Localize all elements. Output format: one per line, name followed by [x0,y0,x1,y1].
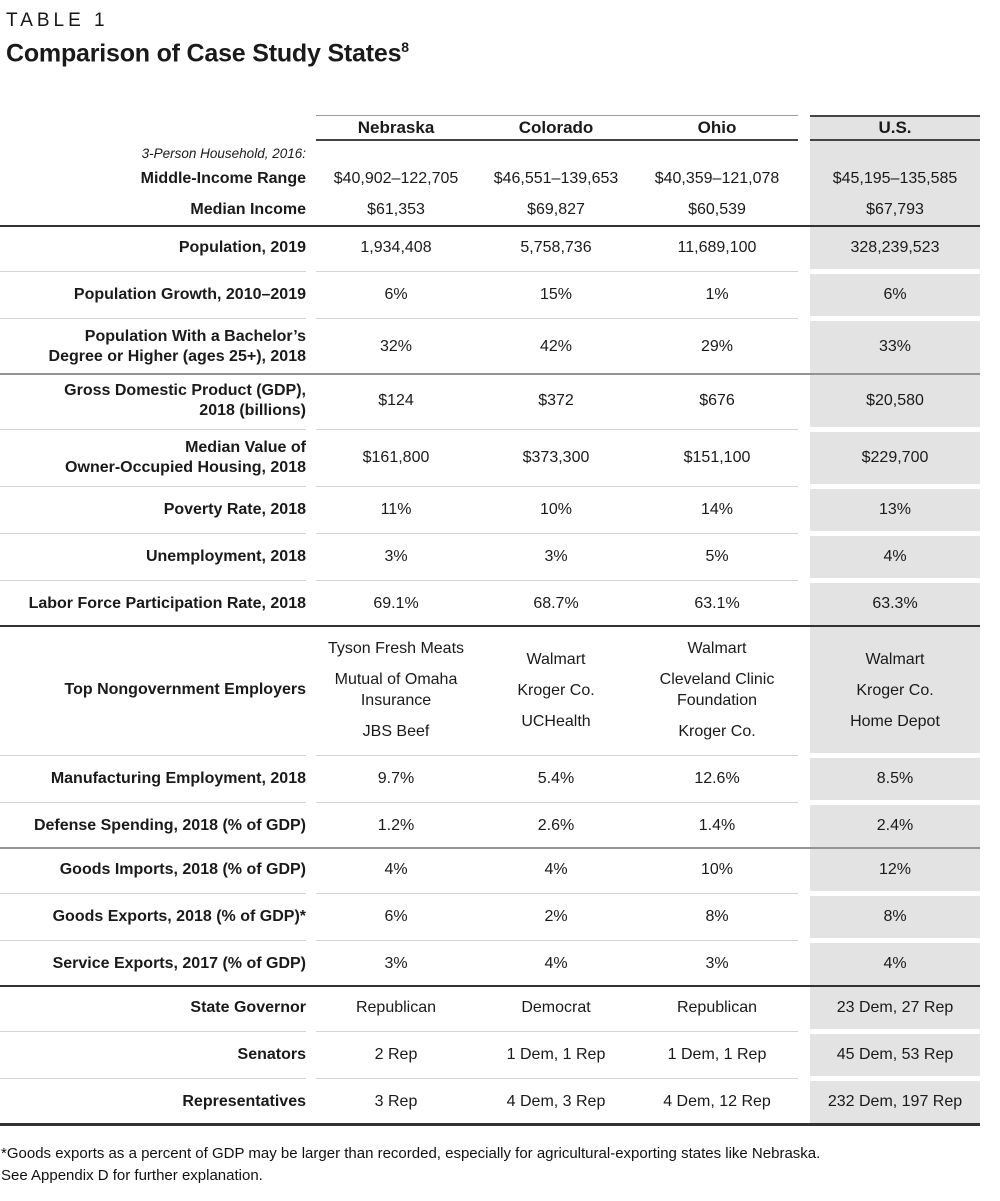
income-note: 3-Person Household, 2016: [141,146,306,162]
table-row [0,896,980,938]
value: 8% [705,908,729,926]
value: 4 Dem, 12 Rep [663,1093,771,1111]
value: 3% [705,955,729,973]
cell-nebraska [316,141,476,225]
cell-us [810,583,980,625]
row-label-middle-income: Middle-Income Range [140,169,306,187]
employer-line: Walmart [687,640,747,658]
footnote [0,1143,1000,1187]
cell-colorado [476,375,636,427]
cell-ohio [636,805,798,847]
comparison-table [0,115,980,1126]
value: $46,551–139,653 [493,169,619,187]
table-row [0,583,980,625]
row-label [0,583,306,625]
cell-colorado [476,274,636,316]
employer-line: Kroger Co. [678,723,756,741]
cell-us [810,227,980,269]
value: 63.3% [872,595,918,613]
row-divider-label-segment [0,940,306,941]
table-row [0,536,980,578]
row-divider-label-segment [0,318,306,319]
employer-line: Tyson Fresh Meats [327,640,465,658]
value: 4% [384,861,408,879]
cell-ohio [636,583,798,625]
value: 3% [544,548,568,566]
value: 9.7% [377,770,415,788]
row-label [0,627,306,753]
row-label-line: Population Growth, 2010–2019 [73,286,306,304]
cell-colorado [476,141,636,225]
header-spacer [0,115,306,141]
table-row [0,627,980,753]
row-label-line: Goods Exports, 2018 (% of GDP)* [52,908,306,926]
employer-entry [328,638,464,659]
page-title [6,39,1000,68]
row-divider-data-segment [316,1078,798,1079]
cell-us [810,1034,980,1076]
value: $229,700 [861,449,929,467]
cell-ohio [636,849,798,891]
value: 5% [705,548,729,566]
cell-ohio [636,627,798,753]
employer-line: Kroger Co. [517,681,595,699]
row-label [0,227,306,269]
row-divider-label-segment [0,802,306,803]
cell-us [810,758,980,800]
value: 4 Dem, 3 Rep [506,1093,606,1111]
cell-nebraska [316,1081,476,1123]
cell-colorado [476,1081,636,1123]
cell-us [810,375,980,427]
cell-ohio [636,489,798,531]
row-label-text [29,594,306,614]
employer-line: Home Depot [850,712,940,730]
value: $373,300 [522,449,590,467]
value: 232 Dem, 197 Rep [827,1093,963,1111]
value: $40,902–122,705 [333,169,459,187]
cell-nebraska [316,489,476,531]
cell-us [810,1081,980,1123]
row-label-line: 2018 (billions) [199,402,306,420]
value: 8.5% [876,770,914,788]
cell-ohio [636,1081,798,1123]
cell-colorado [476,432,636,484]
table-row [0,758,980,800]
row-divider-label-segment [0,271,306,272]
cell-colorado [476,627,636,753]
employer-line: UCHealth [521,712,591,730]
row-divider-label-segment [0,893,306,894]
cell-nebraska [316,583,476,625]
employer-entry [688,638,747,659]
row-label [0,375,306,427]
value: 6% [384,908,408,926]
cell-us [810,627,980,753]
cell-nebraska [316,758,476,800]
cell-us [810,849,980,891]
cell-nebraska [316,943,476,985]
table-number: TABLE 1 [6,10,109,31]
value: 1,934,408 [360,239,432,257]
cell-ohio [636,987,798,1029]
employer-line: Mutual of Omaha [334,671,458,689]
cell-ohio [636,321,798,373]
column-header-colorado: Colorado [476,115,636,141]
value: 5,758,736 [520,239,592,257]
cell-ohio [636,432,798,484]
row-label-line: Population With a Bachelor’s [84,328,306,346]
cell-nebraska [316,321,476,373]
cell-ohio [636,375,798,427]
row-label [0,536,306,578]
row-divider-label-segment [0,486,306,487]
row-label-text [34,816,306,836]
table-row [0,1081,980,1123]
value: $161,800 [362,449,430,467]
cell-nebraska [316,375,476,427]
row-divider-data-segment [316,580,798,581]
cell-colorado [476,987,636,1029]
value: 5.4% [537,770,575,788]
value: 63.1% [694,595,740,613]
value: $60,539 [688,200,746,218]
value: 3 Rep [374,1093,418,1111]
row-divider-data-segment [316,271,798,272]
row-label-text [146,547,306,567]
row-label-line: Gross Domestic Product (GDP), [64,382,306,400]
row-label-text [60,860,306,880]
row-divider-data-segment [316,429,798,430]
row-label-line: Poverty Rate, 2018 [163,501,306,519]
cell-ohio [636,141,798,225]
row-divider-data-segment [316,533,798,534]
column-header-us: U.S. [810,115,980,141]
employer-line: Kroger Co. [856,681,934,699]
cell-colorado [476,227,636,269]
employer-line: Foundation [676,692,758,710]
cell-colorado [476,489,636,531]
value: $40,359–121,078 [654,169,780,187]
value: 13% [878,501,912,519]
table-row [0,943,980,985]
row-label [0,274,306,316]
value: $61,353 [367,200,425,218]
cell-us [810,274,980,316]
value: 45 Dem, 53 Rep [836,1046,954,1064]
value: 6% [883,286,907,304]
cell-us [810,943,980,985]
row-label-text [164,500,306,520]
row-label-text [64,381,306,421]
employer-line: Insurance [360,692,432,710]
row-label-median-income: Median Income [190,200,306,218]
footnote-line-1: *Goods exports as a percent of GDP may be larger than recorded, especially for agricultural-exporting states like Nebraska. [1,1145,821,1163]
row-divider-data-segment [316,802,798,803]
row-divider-data-segment [316,755,798,756]
value: 12.6% [694,770,740,788]
cell-nebraska [316,627,476,753]
row-divider-label-segment [0,755,306,756]
row-label-line: Representatives [182,1093,306,1111]
cell-nebraska [316,536,476,578]
table-row [0,489,980,531]
employer-entry [363,721,430,742]
cell-nebraska [316,1034,476,1076]
value: $20,580 [866,392,924,410]
row-divider-label-segment [0,580,306,581]
row-label-text [64,680,306,700]
cell-colorado [476,849,636,891]
row-label-line: Top Nongovernment Employers [64,681,306,699]
row-label [0,432,306,484]
employer-entry [527,649,586,670]
row-divider-data-segment [316,318,798,319]
cell-us [810,805,980,847]
value: 33% [878,338,912,356]
cell-us [810,321,980,373]
row-label [0,1081,306,1123]
row-label-text [65,438,306,478]
row-label-line: Manufacturing Employment, 2018 [50,770,306,788]
value: 8% [883,908,907,926]
row-divider-label-segment [0,533,306,534]
page-title-text: Comparison of Case Study States [6,39,402,68]
row-divider-data-segment [316,893,798,894]
value: 2 Rep [374,1046,418,1064]
cell-us [810,141,980,225]
cell-nebraska [316,896,476,938]
table-row [0,274,980,316]
cell-ohio [636,943,798,985]
employer-entry [517,680,594,701]
value: 1 Dem, 1 Rep [506,1046,606,1064]
table-row [0,849,980,891]
value: Democrat [521,999,591,1017]
value: $372 [538,392,574,410]
employer-entry [335,669,458,711]
row-label-line: Goods Imports, 2018 (% of GDP) [59,861,306,879]
cell-us [810,896,980,938]
table-row [0,987,980,1029]
row-label-text [51,769,306,789]
column-header-nebraska: Nebraska [316,115,476,141]
row-label-text [53,907,306,927]
value: 23 Dem, 27 Rep [836,999,954,1017]
row-label-line: Senators [237,1046,306,1064]
value: Republican [355,999,437,1017]
value: 6% [384,286,408,304]
cell-us [810,536,980,578]
cell-colorado [476,805,636,847]
cell-nebraska [316,849,476,891]
cell-colorado [476,758,636,800]
column-header-row [0,115,980,141]
cell-nebraska [316,227,476,269]
employer-entry [660,669,775,711]
cell-ohio [636,274,798,316]
value: 1 Dem, 1 Rep [667,1046,767,1064]
row-divider-label-segment [0,1031,306,1032]
row-label-text [182,1092,306,1112]
value: 2.4% [876,817,914,835]
employer-line: Walmart [865,650,925,668]
value: $124 [378,392,414,410]
employer-entry [866,649,925,670]
value: 328,239,523 [850,239,940,257]
row-label-line: Defense Spending, 2018 (% of GDP) [33,817,306,835]
row-label-text [238,1045,306,1065]
row-label-line: Population, 2019 [178,239,306,257]
employer-entry [521,711,590,732]
row-divider-data-segment [316,486,798,487]
table-row [0,227,980,269]
cell-us [810,489,980,531]
value: 2% [544,908,568,926]
cell-colorado [476,536,636,578]
value: 4% [544,861,568,879]
value: 4% [544,955,568,973]
footnote-line-2: See Appendix D for further explanation. [1,1167,263,1185]
row-divider-data-segment [316,940,798,941]
row-label [0,987,306,1029]
row-label-line: Degree or Higher (ages 25+), 2018 [48,348,306,366]
cell-colorado [476,1034,636,1076]
employer-entry [856,680,933,701]
row-label [0,943,306,985]
employer-line: JBS Beef [362,723,430,741]
footnote-marker: 8 [401,39,409,55]
title-block [0,0,1000,68]
row-label [0,758,306,800]
value: 10% [539,501,573,519]
employer-line: Walmart [526,650,586,668]
value: 10% [700,861,734,879]
row-label [0,896,306,938]
row-label-line: Median Value of [185,439,306,457]
table-bottom-border [0,1123,980,1126]
income-section-row [0,141,980,225]
cell-us [810,987,980,1029]
row-divider-label-segment [0,429,306,430]
value: 11,689,100 [677,239,757,257]
value: $45,195–135,585 [832,169,958,187]
row-label [0,321,306,373]
value: $69,827 [527,200,585,218]
value: $676 [699,392,735,410]
value: 42% [539,338,573,356]
value: 1.4% [698,817,736,835]
cell-colorado [476,943,636,985]
table-row [0,1034,980,1076]
table-row [0,321,980,373]
cell-ohio [636,758,798,800]
cell-colorado [476,321,636,373]
row-label [0,489,306,531]
value: 1% [705,286,729,304]
value: 1.2% [377,817,415,835]
table-row [0,805,980,847]
value: $151,100 [683,449,751,467]
employer-line: Cleveland Clinic [659,671,775,689]
row-label-text [190,998,306,1018]
value: 11% [380,501,412,519]
employer-entry [850,711,940,732]
cell-ohio [636,1034,798,1076]
value: 69.1% [373,595,419,613]
row-label [0,805,306,847]
employer-entry [678,721,755,742]
table-row [0,375,980,427]
value: 4% [883,548,907,566]
row-label-line: Unemployment, 2018 [145,548,306,566]
value: 12% [878,861,912,879]
value: 14% [700,501,734,519]
row-label [0,1034,306,1076]
value: 3% [384,955,408,973]
row-label-text [53,954,306,974]
value: 2.6% [537,817,575,835]
cell-colorado [476,583,636,625]
row-label [0,849,306,891]
cell-nebraska [316,274,476,316]
value: 32% [379,338,413,356]
row-divider-data-segment [316,1031,798,1032]
row-label [0,141,306,225]
cell-ohio [636,227,798,269]
value: Republican [676,999,758,1017]
row-label-text [74,285,306,305]
cell-nebraska [316,987,476,1029]
cell-nebraska [316,432,476,484]
row-label-line: Owner-Occupied Housing, 2018 [65,459,306,477]
row-divider-label-segment [0,1078,306,1079]
cell-ohio [636,536,798,578]
row-label-text [179,238,306,258]
table-row [0,432,980,484]
row-label-line: Service Exports, 2017 (% of GDP) [52,955,306,973]
value: 29% [700,338,734,356]
cell-us [810,432,980,484]
value: 4% [883,955,907,973]
cell-colorado [476,896,636,938]
column-header-ohio: Ohio [636,115,798,141]
value: 3% [384,548,408,566]
value: $67,793 [866,200,924,218]
cell-ohio [636,896,798,938]
value: 68.7% [533,595,579,613]
cell-nebraska [316,805,476,847]
value: 15% [539,286,573,304]
row-label-line: State Governor [190,999,306,1017]
row-label-text [49,327,306,367]
row-label-line: Labor Force Participation Rate, 2018 [28,595,306,613]
